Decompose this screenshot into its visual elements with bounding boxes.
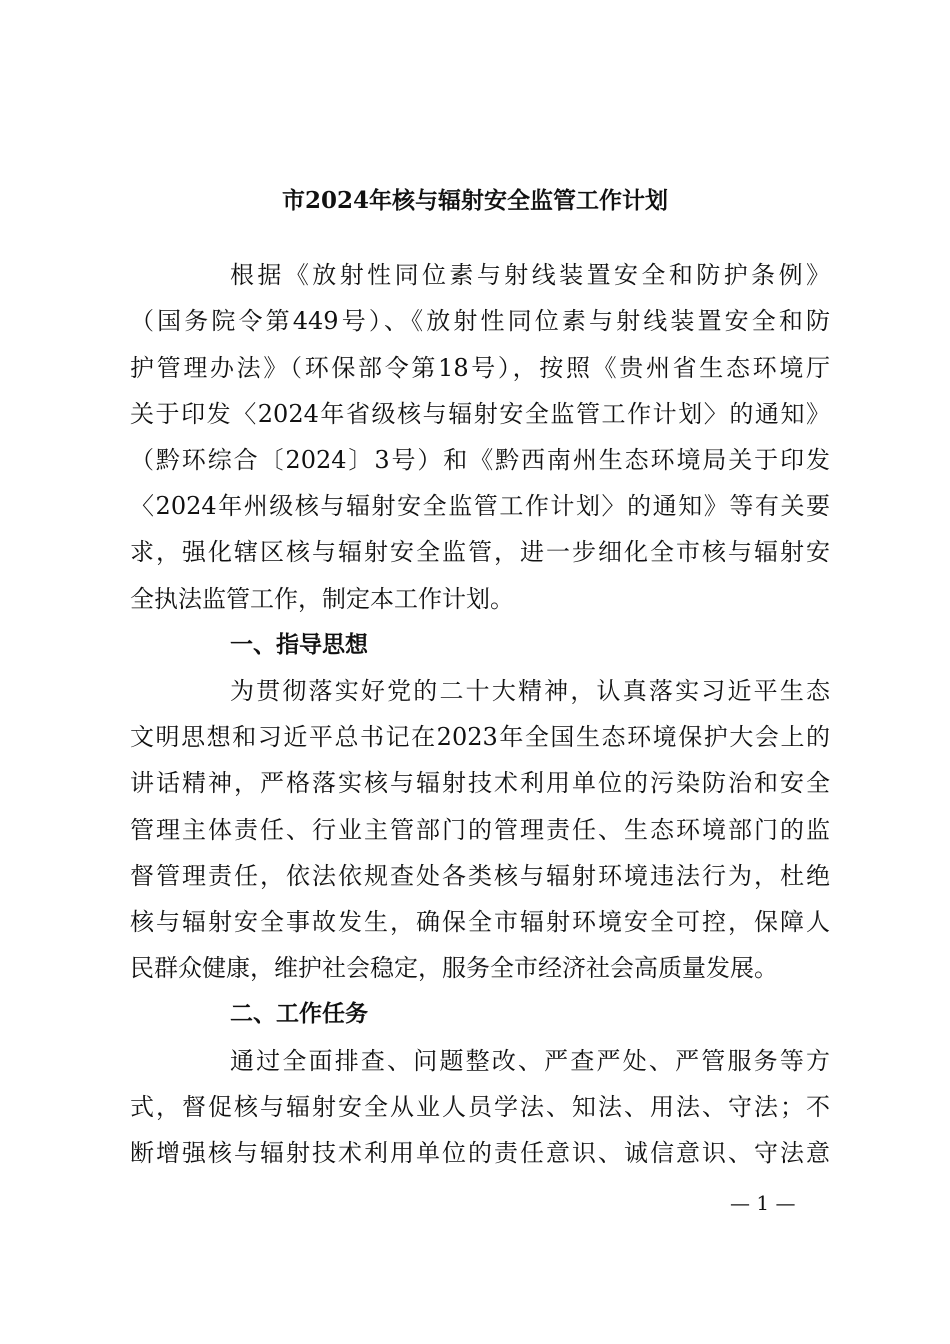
section1-line-2: 文明思想和习近平总书记在2023年全国生态环境保护大会上的	[130, 723, 830, 751]
section1-line-5: 督管理责任，依法依规查处各类核与辐射环境违法行为，杜绝	[130, 862, 830, 890]
section1-line-4: 管理主体责任、行业主管部门的管理责任、生态环境部门的监	[130, 816, 830, 844]
section1-line-6: 核与辐射安全事故发生，确保全市辐射环境安全可控，保障人	[130, 908, 830, 936]
section-heading-work-tasks: 二、工作任务	[230, 1001, 368, 1027]
intro-line-6: 〈2024年州级核与辐射安全监管工作计划〉的通知》等有关要	[130, 492, 830, 520]
section1-line-3: 讲话精神，严格落实核与辐射技术利用单位的污染防治和安全	[130, 769, 830, 797]
section1-line-7: 民群众健康，维护社会稳定，服务全市经济社会高质量发展。	[130, 954, 778, 982]
document-title: 市2024年核与辐射安全监管工作计划	[281, 187, 668, 214]
intro-line-2: （国务院令第449号）、《放射性同位素与射线装置安全和防	[130, 307, 830, 335]
section2-line-2: 式，督促核与辐射安全从业人员学法、知法、用法、守法；不	[130, 1093, 830, 1121]
intro-line-4: 关于印发〈2024年省级核与辐射安全监管工作计划〉的通知》	[130, 400, 830, 428]
section1-line-1: 为贯彻落实好党的二十大精神，认真落实习近平生态	[230, 677, 830, 705]
section2-line-3: 断增强核与辐射技术利用单位的责任意识、诚信意识、守法意	[130, 1139, 830, 1167]
intro-line-1: 根据《放射性同位素与射线装置安全和防护条例》	[230, 261, 830, 289]
intro-line-3: 护管理办法》（环保部令第18号），按照《贵州省生态环境厅	[130, 354, 830, 382]
intro-line-5: （黔环综合〔2024〕3号）和《黔西南州生态环境局关于印发	[130, 446, 830, 474]
intro-line-7: 求，强化辖区核与辐射安全监管，进一步细化全市核与辐射安	[130, 538, 830, 566]
section2-line-1: 通过全面排查、问题整改、严查严处、严管服务等方	[230, 1047, 830, 1075]
intro-line-8: 全执法监管工作，制定本工作计划。	[130, 585, 514, 613]
page-number: — 1 —	[730, 1191, 796, 1215]
section-heading-guiding-ideology: 一、指导思想	[230, 632, 368, 658]
